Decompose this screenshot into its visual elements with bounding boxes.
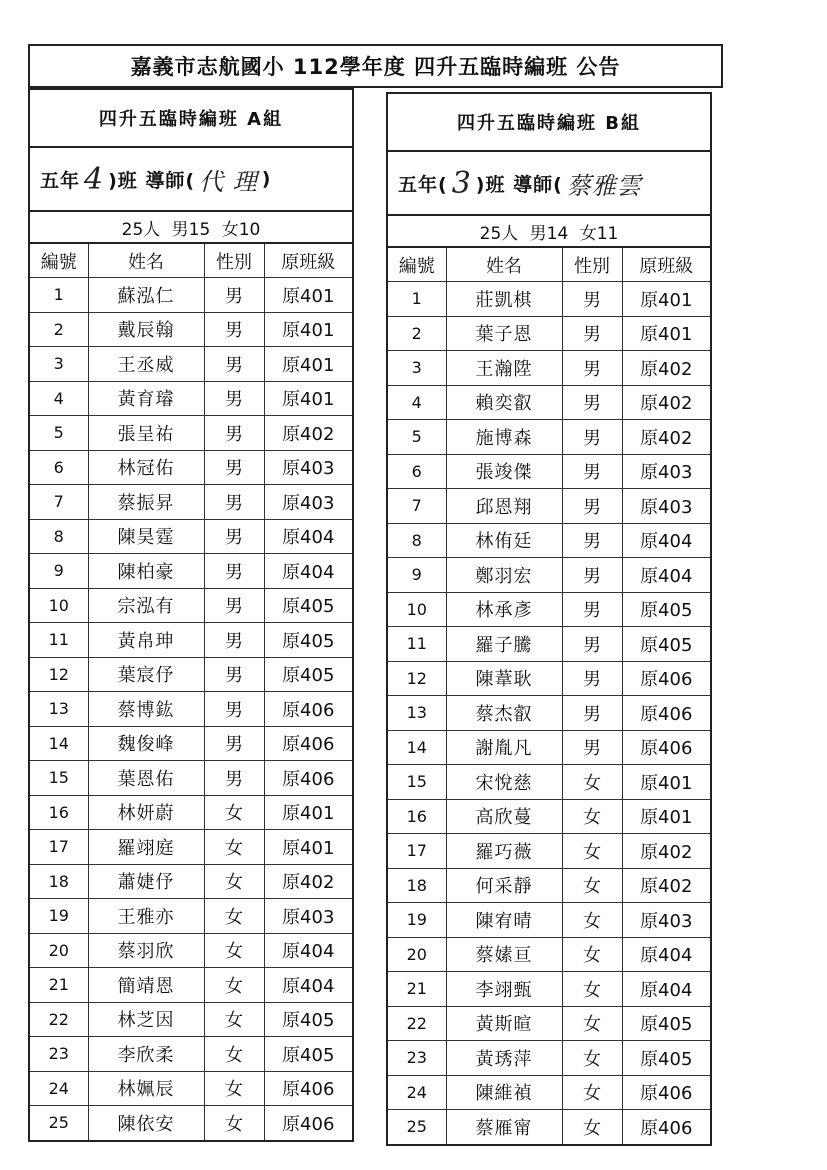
original-class: 原401 [264,795,352,830]
original-class: 原403 [622,454,710,489]
original-class: 原401 [622,316,710,351]
column-header: 原班級 [264,244,352,278]
original-class: 原403 [264,450,352,485]
original-class: 原405 [622,592,710,627]
student-name: 葉子恩 [446,316,562,351]
student-name: 羅子騰 [446,627,562,662]
table-row [388,868,710,903]
student-number: 13 [388,696,446,731]
student-gender: 男 [562,523,622,558]
original-class: 原406 [622,730,710,765]
table-row [30,761,352,796]
original-class: 原406 [264,692,352,727]
student-gender: 女 [204,899,264,934]
student-gender: 男 [204,761,264,796]
student-gender: 男 [204,485,264,520]
original-class: 原402 [622,351,710,386]
original-class: 原404 [264,554,352,589]
original-class: 原402 [264,416,352,451]
student-number: 2 [30,312,88,347]
student-gender: 男 [562,592,622,627]
original-class: 原401 [264,830,352,865]
student-gender: 女 [562,868,622,903]
original-class: 原401 [622,765,710,800]
table-row [30,450,352,485]
student-name: 林妍蔚 [88,795,204,830]
table-row [30,312,352,347]
student-name: 黃斯暄 [446,1006,562,1041]
student-name: 王丞威 [88,347,204,382]
student-gender: 男 [562,282,622,317]
table-row [30,864,352,899]
student-name: 黃育璿 [88,381,204,416]
student-gender: 女 [204,795,264,830]
student-number: 3 [388,351,446,386]
student-gender: 女 [204,1002,264,1037]
original-class: 原402 [622,385,710,420]
table-row [388,489,710,524]
table-row [388,592,710,627]
student-gender: 男 [562,558,622,593]
student-number: 22 [388,1006,446,1041]
student-name: 羅巧薇 [446,834,562,869]
student-gender: 女 [562,1110,622,1144]
student-name: 林侑廷 [446,523,562,558]
student-number: 14 [30,726,88,761]
table-row [388,1110,710,1144]
original-class: 原406 [264,761,352,796]
student-gender: 男 [204,519,264,554]
student-number: 23 [388,1041,446,1076]
student-name: 莊凱棋 [446,282,562,317]
table-row [30,519,352,554]
student-gender: 女 [562,834,622,869]
student-name: 林冠佑 [88,450,204,485]
student-number: 13 [30,692,88,727]
student-gender: 女 [562,937,622,972]
student-number: 10 [388,592,446,627]
table-row [388,696,710,731]
table-row [388,765,710,800]
table-row [30,1071,352,1106]
student-number: 1 [388,282,446,317]
column-header: 姓名 [446,248,562,282]
student-name: 黃琇萍 [446,1041,562,1076]
original-class: 原403 [264,485,352,520]
table-row [30,1002,352,1037]
student-name: 戴辰翰 [88,312,204,347]
original-class: 原402 [622,420,710,455]
original-class: 原404 [622,972,710,1007]
original-class: 原406 [622,661,710,696]
student-number: 23 [30,1037,88,1072]
student-number: 11 [388,627,446,662]
group-heading: 四升五臨時編班 B組 [388,94,710,152]
original-class: 原404 [264,933,352,968]
student-gender: 男 [204,381,264,416]
student-gender: 女 [204,933,264,968]
handwritten-class-number: 3 [451,165,472,201]
student-gender: 女 [562,972,622,1007]
student-table [388,248,710,1144]
table-row [30,623,352,658]
student-number: 12 [388,661,446,696]
student-name: 林承彥 [446,592,562,627]
student-gender: 男 [204,347,264,382]
student-name: 林姵辰 [88,1071,204,1106]
student-number: 5 [388,420,446,455]
original-class: 原401 [264,347,352,382]
class-label-post: )班 導師( [475,173,563,196]
original-class: 原403 [622,903,710,938]
student-number: 15 [388,765,446,800]
student-gender: 男 [204,416,264,451]
table-row [30,347,352,382]
original-class: 原401 [264,381,352,416]
table-row [388,420,710,455]
student-number: 21 [388,972,446,1007]
student-number: 22 [30,1002,88,1037]
student-number: 10 [30,588,88,623]
original-class: 原406 [622,696,710,731]
student-number: 24 [30,1071,88,1106]
table-row [30,795,352,830]
table-row [30,278,352,313]
table-row [30,416,352,451]
table-row [388,903,710,938]
column-header: 編號 [30,244,88,278]
student-number: 2 [388,316,446,351]
column-header: 編號 [388,248,446,282]
original-class: 原406 [264,1071,352,1106]
student-name: 陳柏豪 [88,554,204,589]
student-gender: 男 [204,588,264,623]
original-class: 原402 [622,868,710,903]
class-teacher-line [388,152,710,216]
student-number: 4 [388,385,446,420]
table-row [30,554,352,589]
student-name: 陳依安 [88,1106,204,1140]
student-gender: 女 [204,1071,264,1106]
student-gender: 女 [204,968,264,1003]
table-row [30,968,352,1003]
student-name: 魏俊峰 [88,726,204,761]
student-name: 宗泓有 [88,588,204,623]
original-class: 原406 [264,726,352,761]
student-name: 葉宸伃 [88,657,204,692]
group-summary: 25人 男14 女11 [388,216,710,248]
student-name: 賴奕叡 [446,385,562,420]
original-class: 原402 [264,864,352,899]
original-class: 原406 [622,1075,710,1110]
student-number: 9 [30,554,88,589]
student-name: 邱恩翔 [446,489,562,524]
table-row [388,1041,710,1076]
student-name: 王瀚陞 [446,351,562,386]
table-row [388,1006,710,1041]
student-gender: 男 [204,657,264,692]
student-name: 蔡雁甯 [446,1110,562,1144]
student-gender: 女 [562,765,622,800]
student-number: 14 [388,730,446,765]
table-row [30,933,352,968]
student-number: 7 [30,485,88,520]
original-class: 原404 [264,519,352,554]
class-label-post: )班 導師( [108,169,196,192]
student-gender: 男 [204,450,264,485]
student-number: 4 [30,381,88,416]
original-class: 原406 [264,1106,352,1140]
column-header: 性別 [562,248,622,282]
student-gender: 女 [204,1037,264,1072]
student-name: 謝胤凡 [446,730,562,765]
student-gender: 男 [562,627,622,662]
student-number: 25 [30,1106,88,1140]
handwritten-class-number: 4 [84,161,105,197]
student-number: 19 [388,903,446,938]
student-name: 蔡杰叡 [446,696,562,731]
table-row [388,282,710,317]
student-number: 6 [388,454,446,489]
student-number: 8 [388,523,446,558]
student-name: 張竣傑 [446,454,562,489]
student-number: 8 [30,519,88,554]
student-gender: 男 [204,554,264,589]
student-gender: 女 [204,830,264,865]
student-name: 蕭婕伃 [88,864,204,899]
student-table [30,244,352,1140]
original-class: 原405 [264,657,352,692]
table-row [30,1037,352,1072]
student-gender: 女 [562,1041,622,1076]
student-gender: 男 [562,489,622,524]
student-gender: 男 [204,726,264,761]
student-name: 施博森 [446,420,562,455]
student-gender: 男 [562,420,622,455]
student-number: 18 [388,868,446,903]
table-row [388,523,710,558]
student-gender: 女 [562,799,622,834]
group-a [28,88,354,1142]
student-name: 陳昊霆 [88,519,204,554]
table-row [388,799,710,834]
original-class: 原405 [622,1006,710,1041]
original-class: 原405 [264,1037,352,1072]
table-row [388,316,710,351]
table-row [388,351,710,386]
original-class: 原405 [622,627,710,662]
student-gender: 女 [562,903,622,938]
student-name: 蔡羽欣 [88,933,204,968]
student-number: 18 [30,864,88,899]
student-gender: 男 [204,623,264,658]
original-class: 原404 [264,968,352,1003]
student-number: 17 [30,830,88,865]
student-name: 高欣蔓 [446,799,562,834]
student-name: 鄭羽宏 [446,558,562,593]
original-class: 原405 [264,623,352,658]
student-name: 蘇泓仁 [88,278,204,313]
student-number: 16 [30,795,88,830]
original-class: 原405 [264,588,352,623]
student-name: 王雅亦 [88,899,204,934]
student-gender: 女 [562,1006,622,1041]
table-row [388,661,710,696]
table-row [30,692,352,727]
original-class: 原402 [622,834,710,869]
student-name: 簡靖恩 [88,968,204,1003]
original-class: 原403 [264,899,352,934]
student-number: 11 [30,623,88,658]
student-name: 陳宥晴 [446,903,562,938]
original-class: 原404 [622,558,710,593]
student-number: 6 [30,450,88,485]
student-name: 蔡嫊亘 [446,937,562,972]
class-label-pre: 五年( [398,173,448,196]
student-number: 12 [30,657,88,692]
student-number: 19 [30,899,88,934]
table-row [30,657,352,692]
table-row [388,972,710,1007]
original-class: 原405 [264,1002,352,1037]
student-name: 蔡博鈜 [88,692,204,727]
original-class: 原401 [264,278,352,313]
table-row [30,588,352,623]
student-number: 21 [30,968,88,1003]
student-number: 17 [388,834,446,869]
student-name: 宋悅慈 [446,765,562,800]
student-name: 何采靜 [446,868,562,903]
student-gender: 男 [204,312,264,347]
student-number: 20 [388,937,446,972]
original-class: 原401 [622,282,710,317]
original-class: 原406 [622,1110,710,1144]
student-number: 5 [30,416,88,451]
class-teacher-line [30,148,352,212]
table-row [30,899,352,934]
table-row [388,627,710,662]
table-header-row [30,244,352,278]
student-number: 1 [30,278,88,313]
student-number: 7 [388,489,446,524]
student-number: 9 [388,558,446,593]
teacher-close-paren: ) [261,168,272,190]
table-row [388,1075,710,1110]
student-name: 黃帛珅 [88,623,204,658]
group-heading: 四升五臨時編班 A組 [30,90,352,148]
student-name: 張呈祐 [88,416,204,451]
group-b [386,92,712,1146]
student-gender: 男 [562,385,622,420]
table-row [30,830,352,865]
student-number: 16 [388,799,446,834]
student-gender: 男 [562,316,622,351]
student-gender: 男 [562,351,622,386]
student-gender: 男 [562,661,622,696]
group-summary: 25人 男15 女10 [30,212,352,244]
table-row [388,730,710,765]
student-name: 葉恩佑 [88,761,204,796]
original-class: 原405 [622,1041,710,1076]
column-header: 姓名 [88,244,204,278]
page-title: 嘉義市志航國小 112學年度 四升五臨時編班 公告 [28,44,723,88]
table-row [388,454,710,489]
student-name: 李翊甄 [446,972,562,1007]
student-number: 25 [388,1110,446,1144]
original-class: 原403 [622,489,710,524]
original-class: 原401 [264,312,352,347]
original-class: 原401 [622,799,710,834]
student-gender: 女 [204,1106,264,1140]
table-row [30,381,352,416]
handwritten-teacher-name: 代 理 [199,167,258,196]
student-number: 20 [30,933,88,968]
student-name: 李欣柔 [88,1037,204,1072]
student-number: 3 [30,347,88,382]
table-row [30,1106,352,1140]
column-header: 原班級 [622,248,710,282]
table-row [30,485,352,520]
student-name: 陳維禎 [446,1075,562,1110]
table-row [388,834,710,869]
table-row [30,726,352,761]
student-gender: 男 [562,696,622,731]
student-name: 陳葦耿 [446,661,562,696]
class-label-pre: 五年 [40,169,81,192]
student-name: 林芝因 [88,1002,204,1037]
column-header: 性別 [204,244,264,278]
original-class: 原404 [622,523,710,558]
student-number: 15 [30,761,88,796]
original-class: 原404 [622,937,710,972]
student-name: 蔡振昇 [88,485,204,520]
student-gender: 男 [204,692,264,727]
student-gender: 女 [204,864,264,899]
table-row [388,937,710,972]
student-name: 羅翊庭 [88,830,204,865]
handwritten-teacher-name: 蔡雅雲 [566,171,642,200]
table-header-row [388,248,710,282]
table-row [388,385,710,420]
student-gender: 男 [204,278,264,313]
student-number: 24 [388,1075,446,1110]
student-gender: 女 [562,1075,622,1110]
student-gender: 男 [562,454,622,489]
student-gender: 男 [562,730,622,765]
table-row [388,558,710,593]
